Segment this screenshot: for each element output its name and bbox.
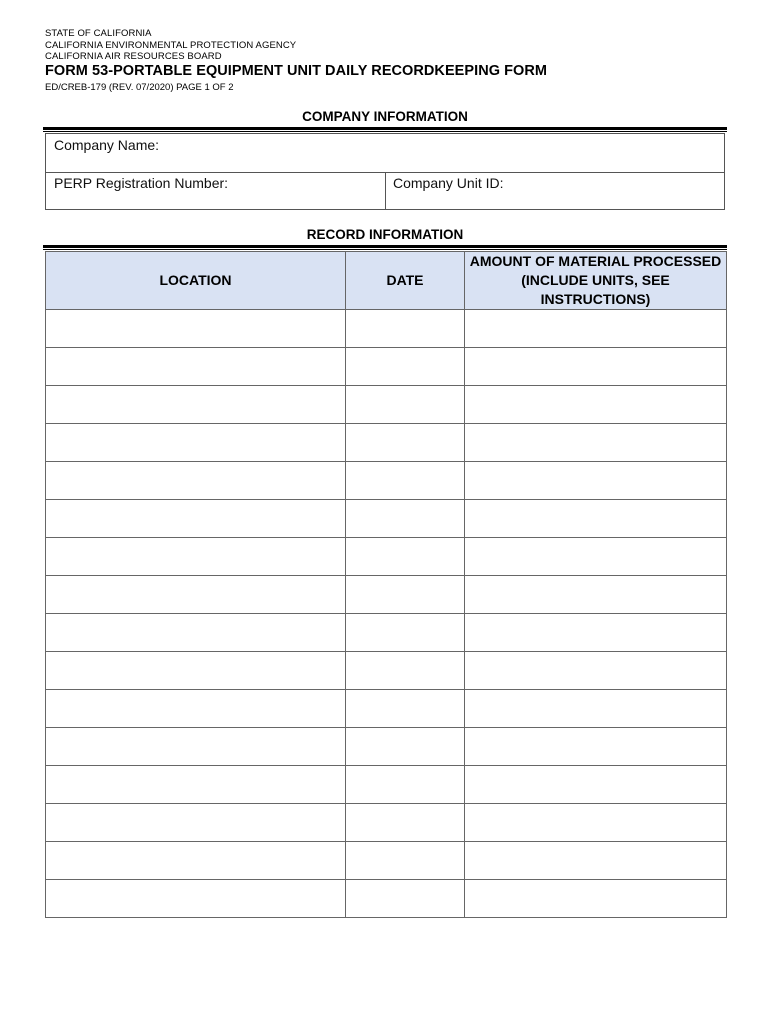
location-column-header: LOCATION	[46, 252, 346, 310]
location-field[interactable]	[46, 614, 345, 651]
table-cell	[46, 728, 346, 766]
table-cell	[465, 728, 727, 766]
table-cell	[465, 880, 727, 918]
table-cell	[465, 462, 727, 500]
date-field[interactable]	[346, 538, 464, 575]
date-field[interactable]	[346, 690, 464, 727]
table-cell	[46, 880, 346, 918]
date-field[interactable]	[346, 804, 464, 841]
form-title: FORM 53-PORTABLE EQUIPMENT UNIT DAILY RECORDKEEPING FORM	[45, 63, 548, 79]
location-field[interactable]	[46, 348, 345, 385]
table-row	[46, 576, 727, 614]
location-field[interactable]	[46, 500, 345, 537]
location-field[interactable]	[46, 690, 345, 727]
location-field[interactable]	[46, 538, 345, 575]
table-cell	[465, 348, 727, 386]
form-revision: ED/CREB-179 (REV. 07/2020) PAGE 1 OF 2	[45, 82, 234, 93]
location-field[interactable]	[46, 424, 345, 461]
location-field[interactable]	[46, 766, 345, 803]
date-field[interactable]	[346, 614, 464, 651]
company-unit-id-label: Company Unit ID:	[393, 175, 504, 191]
table-row	[46, 804, 727, 842]
table-row	[46, 614, 727, 652]
date-field[interactable]	[346, 880, 464, 917]
location-field[interactable]	[46, 804, 345, 841]
record-info-heading: RECORD INFORMATION	[306, 227, 464, 242]
table-row	[46, 310, 727, 348]
company-name-label: Company Name:	[54, 137, 160, 153]
location-field[interactable]	[46, 462, 345, 499]
table-cell	[465, 538, 727, 576]
table-cell	[46, 842, 346, 880]
table-row	[46, 386, 727, 424]
table-cell	[346, 576, 465, 614]
table-row	[46, 766, 727, 804]
amount-field[interactable]	[465, 842, 726, 879]
date-field[interactable]	[346, 386, 464, 423]
table-cell	[465, 424, 727, 462]
perp-registration-field[interactable]	[246, 176, 378, 194]
table-cell	[465, 652, 727, 690]
table-row	[46, 424, 727, 462]
table-cell	[346, 462, 465, 500]
table-cell	[346, 614, 465, 652]
company-info-box	[45, 133, 725, 210]
state-line: STATE OF CALIFORNIA	[45, 28, 152, 39]
amount-field[interactable]	[465, 690, 726, 727]
table-cell	[346, 538, 465, 576]
amount-field[interactable]	[465, 462, 726, 499]
amount-field[interactable]	[465, 804, 726, 841]
table-cell	[346, 348, 465, 386]
table-cell	[46, 348, 346, 386]
location-field[interactable]	[46, 386, 345, 423]
table-cell	[346, 766, 465, 804]
date-field[interactable]	[346, 310, 464, 347]
agency-line: CALIFORNIA ENVIRONMENTAL PROTECTION AGENCY	[45, 39, 297, 51]
amount-field[interactable]	[465, 614, 726, 651]
table-cell	[46, 500, 346, 538]
location-field[interactable]	[46, 652, 345, 689]
table-cell	[346, 842, 465, 880]
record-heading-rule	[43, 245, 727, 248]
table-row	[46, 500, 727, 538]
date-column-header: DATE	[346, 252, 465, 310]
table-cell	[465, 766, 727, 804]
company-column-divider	[385, 172, 386, 210]
table-cell	[46, 766, 346, 804]
table-cell	[46, 690, 346, 728]
table-cell	[46, 614, 346, 652]
table-row	[46, 538, 727, 576]
table-row	[46, 880, 727, 918]
table-cell	[346, 386, 465, 424]
record-heading-rule-thin	[43, 249, 727, 250]
table-cell	[46, 310, 346, 348]
table-row	[46, 690, 727, 728]
table-cell	[465, 500, 727, 538]
table-cell	[346, 880, 465, 918]
location-field[interactable]	[46, 310, 345, 347]
amount-field[interactable]	[465, 310, 726, 347]
company-heading-rule-thin	[43, 131, 727, 132]
table-cell	[346, 500, 465, 538]
table-cell	[465, 310, 727, 348]
table-row	[46, 842, 727, 880]
company-name-field[interactable]	[171, 138, 716, 156]
location-field[interactable]	[46, 880, 345, 917]
company-unit-id-field[interactable]	[516, 176, 716, 194]
table-cell	[465, 842, 727, 880]
location-field[interactable]	[46, 576, 345, 613]
location-field[interactable]	[46, 728, 345, 765]
board-line: CALIFORNIA AIR RESOURCES BOARD	[45, 51, 222, 62]
record-table-body	[46, 310, 727, 918]
amount-field[interactable]	[465, 728, 726, 765]
table-cell	[465, 690, 727, 728]
table-cell	[465, 804, 727, 842]
date-field[interactable]	[346, 348, 464, 385]
table-row	[46, 728, 727, 766]
perp-registration-label: PERP Registration Number:	[54, 175, 229, 191]
table-cell	[346, 804, 465, 842]
amount-field[interactable]	[465, 386, 726, 423]
table-cell	[346, 690, 465, 728]
date-field[interactable]	[346, 424, 464, 461]
amount-column-header: AMOUNT OF MATERIAL PROCESSED (INCLUDE UNITS, SEE INSTRUCTIONS)	[465, 252, 727, 310]
table-cell	[465, 614, 727, 652]
date-field[interactable]	[346, 652, 464, 689]
amount-field[interactable]	[465, 880, 726, 917]
date-field[interactable]	[346, 500, 464, 537]
table-cell	[46, 804, 346, 842]
date-field[interactable]	[346, 842, 464, 879]
date-field[interactable]	[346, 766, 464, 803]
record-table	[45, 251, 727, 918]
company-heading-rule	[43, 127, 727, 130]
table-cell	[46, 386, 346, 424]
date-field[interactable]	[346, 728, 464, 765]
table-cell	[465, 386, 727, 424]
table-cell	[346, 728, 465, 766]
table-cell	[46, 462, 346, 500]
company-info-heading: COMPANY INFORMATION	[302, 109, 468, 124]
table-cell	[465, 576, 727, 614]
table-cell	[346, 652, 465, 690]
amount-field[interactable]	[465, 538, 726, 575]
table-cell	[46, 424, 346, 462]
date-field[interactable]	[346, 462, 464, 499]
date-field[interactable]	[346, 576, 464, 613]
table-cell	[346, 310, 465, 348]
amount-field[interactable]	[465, 424, 726, 461]
table-row	[46, 462, 727, 500]
amount-field[interactable]	[465, 576, 726, 613]
table-cell	[346, 424, 465, 462]
amount-field[interactable]	[465, 766, 726, 803]
record-table-header-row	[46, 252, 727, 310]
location-field[interactable]	[46, 842, 345, 879]
table-cell	[46, 652, 346, 690]
amount-field[interactable]	[465, 348, 726, 385]
amount-field[interactable]	[465, 500, 726, 537]
table-row	[46, 348, 727, 386]
amount-field[interactable]	[465, 652, 726, 689]
table-cell	[46, 576, 346, 614]
table-row	[46, 652, 727, 690]
table-cell	[46, 538, 346, 576]
